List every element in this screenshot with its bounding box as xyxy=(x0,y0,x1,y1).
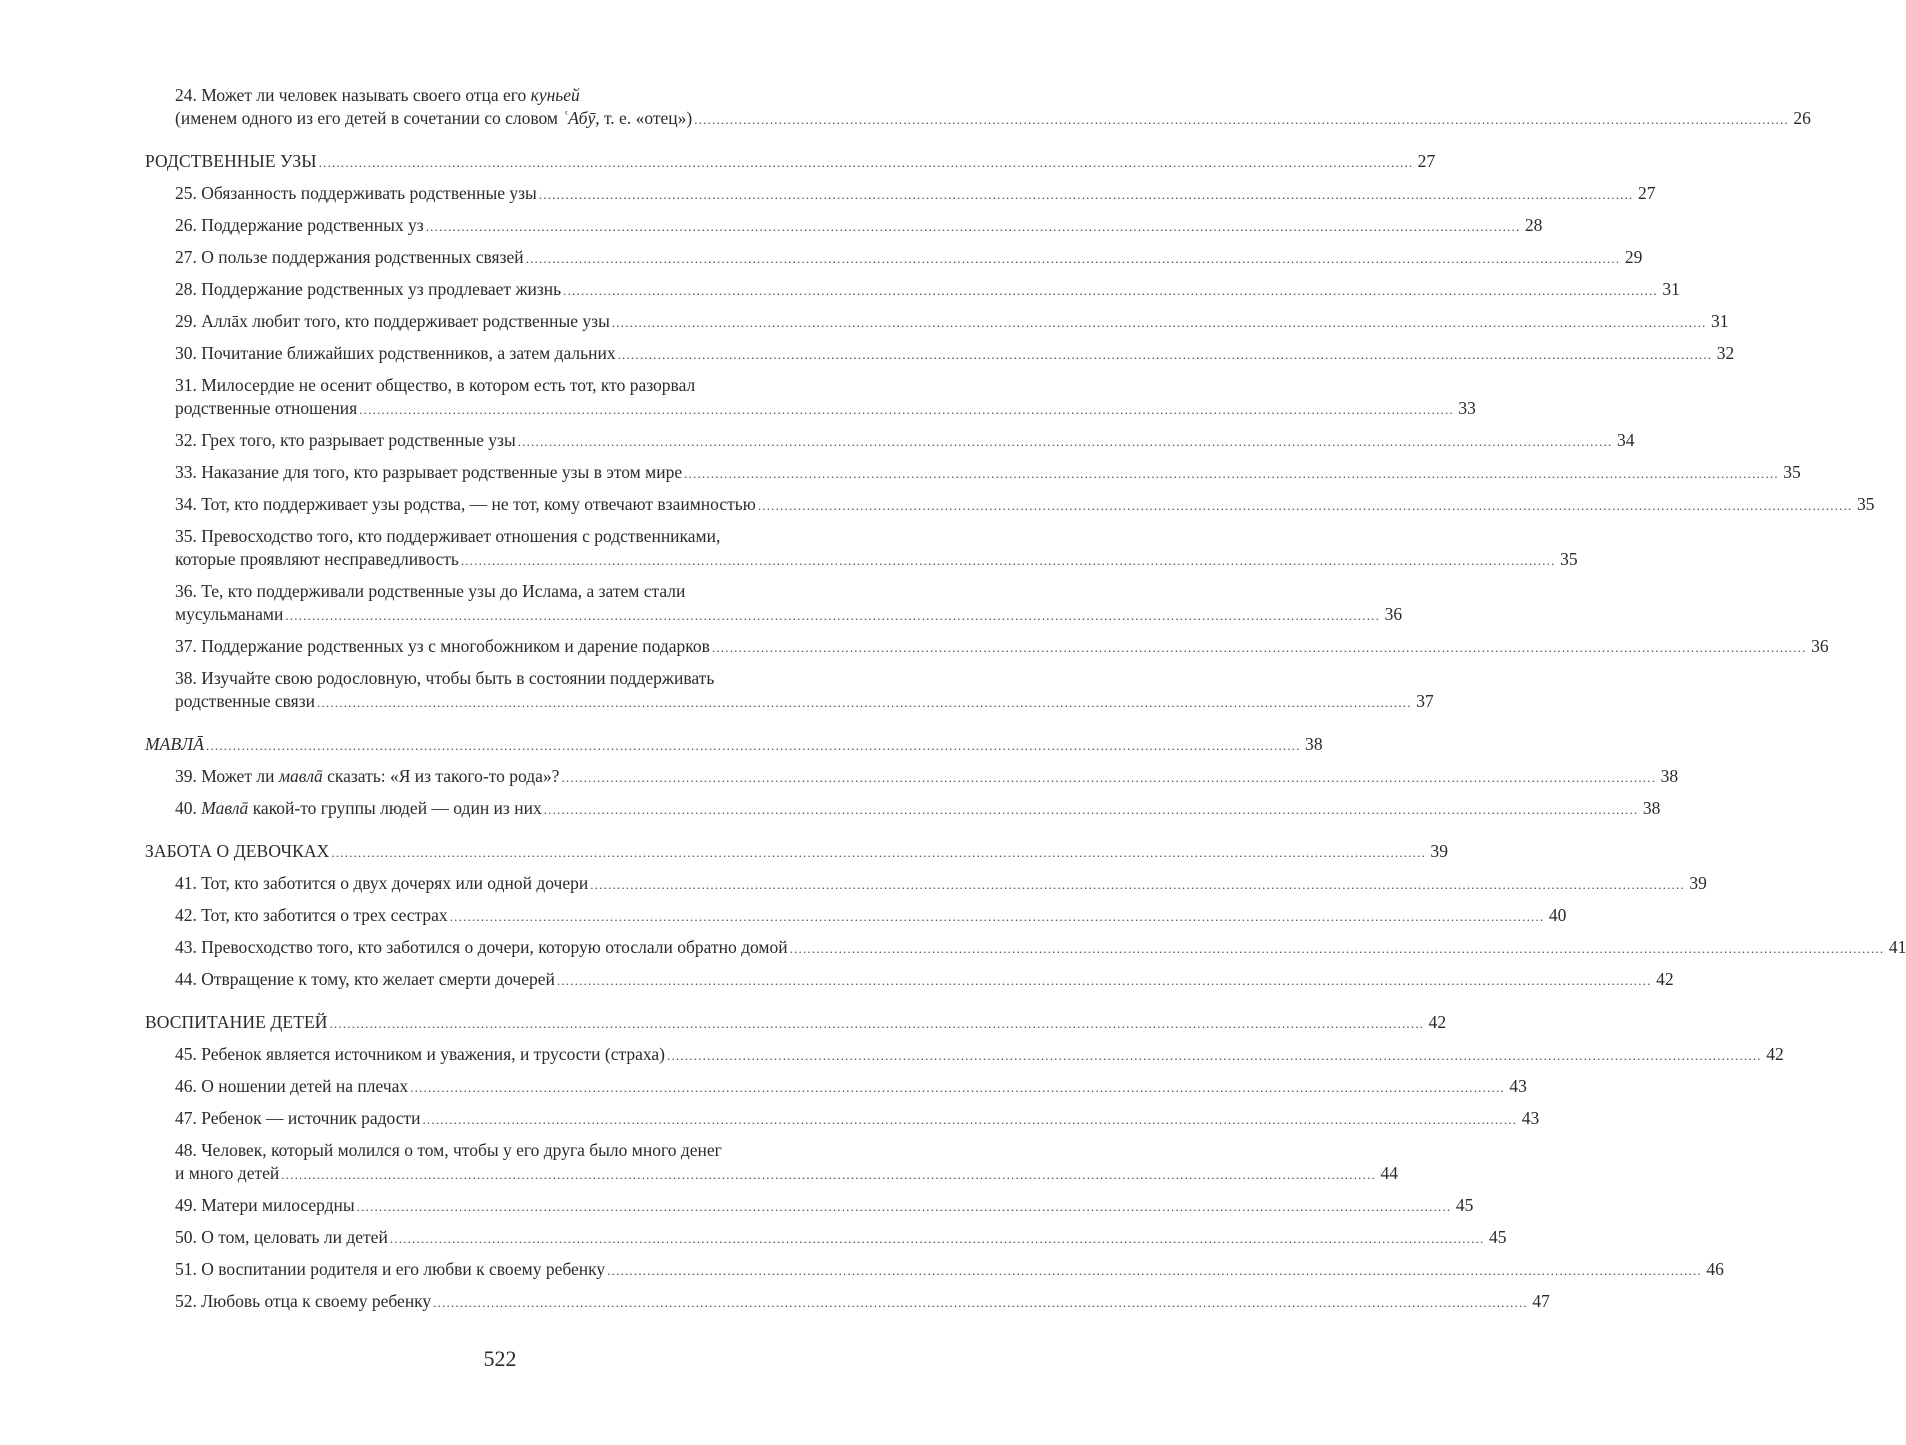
toc-entry-line xyxy=(175,310,1729,334)
toc-page-number: 38 xyxy=(1642,798,1661,818)
toc-entry-line xyxy=(175,397,1476,421)
toc-page-number: 37 xyxy=(1416,691,1434,711)
toc-entry-line xyxy=(175,84,902,107)
dot-leader xyxy=(330,1012,1425,1035)
toc-entry xyxy=(145,1139,1398,1186)
dot-leader xyxy=(422,1108,1517,1131)
toc-entry-text: мусульманами xyxy=(175,604,284,624)
dot-leader xyxy=(618,343,1713,366)
toc-entry-line xyxy=(175,1226,1507,1250)
page-number: 522 xyxy=(483,1346,517,1371)
toc-entry xyxy=(145,525,1578,572)
toc-entry-text: 37. Поддержание родственных уз с многобожником и дарение подарков xyxy=(175,636,710,656)
dot-leader xyxy=(281,1163,1376,1186)
dot-leader xyxy=(359,398,1454,421)
toc-entry-text: 46. О ношении детей на плечах xyxy=(175,1076,409,1096)
toc-entry-line: 35. Превосходство того, кто поддерживает отношения с родственниками, xyxy=(175,526,721,546)
toc-heading-line xyxy=(145,840,1449,864)
dot-leader xyxy=(331,841,1426,864)
toc-entry-line xyxy=(175,765,1679,789)
toc-entry-text: 28. Поддержание родственных уз продлевает жизнь xyxy=(175,279,562,299)
toc-entry xyxy=(145,936,1906,960)
toc-section-heading xyxy=(145,150,1436,174)
toc-section-heading xyxy=(145,1011,1447,1035)
dot-leader xyxy=(433,1291,1528,1314)
toc-entry-text: 41. Тот, кто заботится о двух дочерях или одной дочери xyxy=(175,873,589,893)
toc-entry-line xyxy=(175,548,1578,572)
toc-page-number: 42 xyxy=(1428,1012,1447,1032)
toc-entry-text: 34. Тот, кто поддерживает узы родства, — не тот, кому отвечают взаимностью xyxy=(175,494,756,514)
toc-entry xyxy=(145,429,1635,453)
toc-entry-line xyxy=(175,246,1643,270)
toc-entry-text: 40. Мавлā какой-то группы людей — один из них xyxy=(175,798,542,818)
toc-entry xyxy=(145,310,1729,334)
dot-leader xyxy=(450,905,1545,928)
toc-page-number: 41 xyxy=(1888,937,1906,957)
dot-leader xyxy=(612,311,1707,334)
toc-page-number: 26 xyxy=(1793,108,1811,128)
dot-leader xyxy=(357,1195,1452,1218)
toc-entry-line xyxy=(175,214,1543,238)
toc-entry xyxy=(145,342,1735,366)
dot-leader xyxy=(285,604,1380,627)
toc-entry-text: 42. Тот, кто заботится о трех сестрах xyxy=(175,905,448,925)
toc-entry-text: и много детей xyxy=(175,1163,280,1183)
dot-leader xyxy=(667,1044,1762,1067)
toc-entry-line xyxy=(175,635,1829,659)
toc-entry-text: 26. Поддержание родственных уз xyxy=(175,215,424,235)
toc-section-heading xyxy=(145,840,1449,864)
toc-entry-text: 30. Почитание ближайших родственников, а затем дальних xyxy=(175,343,616,363)
toc-entry-line xyxy=(175,1075,1527,1099)
toc-page-number: 35 xyxy=(1560,549,1578,569)
toc-entry xyxy=(145,765,1679,789)
toc-entry-text: 49. Матери милосердны xyxy=(175,1195,355,1215)
toc-entry-line xyxy=(175,968,1674,992)
toc-entry-text: 39. Может ли мавлā сказать: «Я из такого-то рода»? xyxy=(175,766,560,786)
toc-page-number: 38 xyxy=(1305,734,1323,754)
toc-entry xyxy=(145,374,1476,421)
toc-page-number: 43 xyxy=(1521,1108,1540,1128)
toc-entry-line xyxy=(175,872,1707,896)
toc-entry xyxy=(145,1194,1474,1218)
toc-heading-text: ВОСПИТАНИЕ ДЕТЕЙ xyxy=(145,1012,328,1032)
toc-entry xyxy=(145,1290,1550,1314)
toc-page-number: 46 xyxy=(1706,1259,1724,1279)
toc-page-number: 40 xyxy=(1548,905,1567,925)
toc-entry-line: 31. Милосердие не осенит общество, в котором есть тот, кто разорвал xyxy=(175,375,696,395)
toc-entry xyxy=(145,214,1543,238)
toc-entry-line xyxy=(175,904,1567,928)
dot-leader xyxy=(461,549,1556,572)
dot-leader xyxy=(590,873,1685,896)
toc-entry-italic: куньей xyxy=(530,85,580,105)
dot-leader xyxy=(390,1227,1485,1250)
toc-entry-text: 25. Обязанность поддерживать родственные узы xyxy=(175,183,537,203)
toc-entry-line xyxy=(175,429,1635,453)
toc-section xyxy=(145,733,1679,821)
toc-entry-text: родственные отношения xyxy=(175,398,358,418)
toc-page-number: 27 xyxy=(1638,183,1656,203)
dot-leader xyxy=(319,151,1414,174)
toc-page-number: 44 xyxy=(1380,1163,1398,1183)
toc-entry-line xyxy=(175,797,1661,821)
toc-entry-line xyxy=(175,107,1811,131)
toc-entry-text: 45. Ребенок является источником и уважения, и трусости (страха) xyxy=(175,1044,666,1064)
toc-entry-text: которые проявляют несправедливость xyxy=(175,549,459,569)
toc-page-number: 39 xyxy=(1430,841,1449,861)
toc-entry xyxy=(145,667,1434,714)
toc-entry-text: 29. Аллāх любит того, кто поддерживает родственные узы xyxy=(175,311,610,331)
toc-entry-line: 36. Те, кто поддерживали родственные узы до Ислама, а затем стали xyxy=(175,581,686,601)
dot-leader xyxy=(410,1076,1505,1099)
toc-entry xyxy=(145,246,1643,270)
toc-entry-line xyxy=(175,1258,1724,1282)
toc-heading-line xyxy=(145,150,1436,174)
toc-entry xyxy=(145,1107,1540,1131)
toc-page-number: 45 xyxy=(1455,1195,1474,1215)
toc-entry xyxy=(145,1075,1527,1099)
toc-entry-line: 48. Человек, который молился о том, чтобы у его друга было много денег xyxy=(175,1140,722,1160)
toc-entry xyxy=(145,797,1661,821)
toc-page-number: 45 xyxy=(1489,1227,1507,1247)
toc-intro-section xyxy=(145,84,1811,131)
toc-entry-text: родственные связи xyxy=(175,691,315,711)
toc-entry-line xyxy=(175,1194,1474,1218)
toc-section xyxy=(145,1011,1784,1314)
toc-heading-line xyxy=(145,733,1323,757)
toc-heading-line xyxy=(145,1011,1447,1035)
toc-entry xyxy=(145,278,1680,302)
dot-leader xyxy=(563,279,1658,302)
toc-entry xyxy=(145,580,1403,627)
toc-page-number: 39 xyxy=(1689,873,1707,893)
toc-page-number: 36 xyxy=(1384,604,1403,624)
toc-entry-text: 43. Превосходство того, кто заботился о дочери, которую отослали обратно домой xyxy=(175,937,788,957)
toc-entry-text: 27. О пользе поддержания родственных связей xyxy=(175,247,524,267)
toc-page-number: 35 xyxy=(1857,494,1875,514)
dot-leader xyxy=(790,937,1885,960)
toc-section xyxy=(145,840,1906,992)
dot-leader xyxy=(426,215,1521,238)
toc-page-number: 31 xyxy=(1662,279,1680,299)
toc-entry-text: 32. Грех того, кто разрывает родственные узы xyxy=(175,430,516,450)
toc-entry-line xyxy=(175,493,1875,517)
toc-entry-text: 50. О том, целовать ли детей xyxy=(175,1227,388,1247)
toc-page-number: 35 xyxy=(1783,462,1801,482)
toc-entry-line xyxy=(175,461,1801,485)
toc-entry-text: 51. О воспитании родителя и его любви к своему ребенку xyxy=(175,1259,606,1279)
toc-section-heading xyxy=(145,733,1323,757)
toc-entry-line xyxy=(175,1290,1550,1314)
toc-entry-line xyxy=(175,1043,1784,1067)
toc-entry-text: 47. Ребенок — источник радости xyxy=(175,1108,421,1128)
dot-leader xyxy=(557,969,1652,992)
toc-entry-line xyxy=(175,278,1680,302)
dot-leader xyxy=(758,494,1853,517)
table-of-contents xyxy=(145,84,1906,1333)
toc-page-number: 34 xyxy=(1616,430,1635,450)
toc-entry-line xyxy=(175,690,1434,714)
toc-page-number: 33 xyxy=(1458,398,1476,418)
toc-heading-text: РОДСТВЕННЫЕ УЗЫ xyxy=(145,151,317,171)
toc-page-number: 28 xyxy=(1524,215,1543,235)
toc-entry xyxy=(145,1226,1507,1250)
toc-entry-line xyxy=(175,603,1403,627)
toc-entry-line xyxy=(175,936,1906,960)
dot-leader xyxy=(607,1259,1702,1282)
toc-entry-text: 52. Любовь отца к своему ребенку xyxy=(175,1291,432,1311)
toc-entry xyxy=(145,904,1567,928)
toc-page-number: 38 xyxy=(1660,766,1679,786)
toc-page-number: 32 xyxy=(1716,343,1735,363)
toc-page-number: 42 xyxy=(1656,969,1674,989)
toc-heading-text: ЗАБОТА О ДЕВОЧКАХ xyxy=(145,841,330,861)
toc-entry-text: 24. Может ли человек называть своего отца его xyxy=(175,85,531,105)
dot-leader xyxy=(317,691,1412,714)
toc-entry xyxy=(145,1258,1724,1282)
toc-entry xyxy=(145,872,1707,896)
toc-sections xyxy=(145,150,1906,1314)
toc-entry xyxy=(145,635,1829,659)
toc-entry xyxy=(145,493,1875,517)
toc-page-number: 36 xyxy=(1811,636,1829,656)
dot-leader xyxy=(561,766,1656,789)
toc-page-number: 43 xyxy=(1509,1076,1527,1096)
toc-entry-line xyxy=(175,182,1656,206)
dot-leader xyxy=(518,430,1613,453)
toc-entry-text: 33. Наказание для того, кто разрывает родственные узы в этом мире xyxy=(175,462,683,482)
toc-page-number: 42 xyxy=(1766,1044,1784,1064)
dot-leader xyxy=(544,798,1639,821)
dot-leader xyxy=(712,636,1807,659)
toc-entry xyxy=(145,1043,1784,1067)
toc-entry-24 xyxy=(145,84,1811,131)
toc-entry xyxy=(145,968,1674,992)
toc-page-number: 27 xyxy=(1417,151,1436,171)
toc-page-number: 31 xyxy=(1711,311,1729,331)
toc-page-number: 29 xyxy=(1624,247,1643,267)
toc-heading-text: МАВЛĀ xyxy=(145,734,204,754)
toc-entry-line xyxy=(175,1107,1540,1131)
toc-section xyxy=(145,150,1875,714)
toc-page-number: 47 xyxy=(1532,1291,1550,1311)
toc-entry-text: 44. Отвращение к тому, кто желает смерти дочерей xyxy=(175,969,555,989)
toc-entry-line: 38. Изучайте свою родословную, чтобы быть в состоянии поддерживать xyxy=(175,668,715,688)
toc-entry-line xyxy=(175,342,1735,366)
dot-leader xyxy=(539,183,1634,206)
dot-leader xyxy=(694,108,1789,131)
dot-leader xyxy=(206,734,1301,757)
dot-leader xyxy=(526,247,1621,270)
toc-entry-text: (именем одного из его детей в сочетании со словом ʿАбӯ, т. е. «отец») xyxy=(175,108,693,128)
dot-leader xyxy=(684,462,1779,485)
toc-entry xyxy=(145,461,1801,485)
toc-entry xyxy=(145,182,1656,206)
toc-entry-line xyxy=(175,1162,1398,1186)
